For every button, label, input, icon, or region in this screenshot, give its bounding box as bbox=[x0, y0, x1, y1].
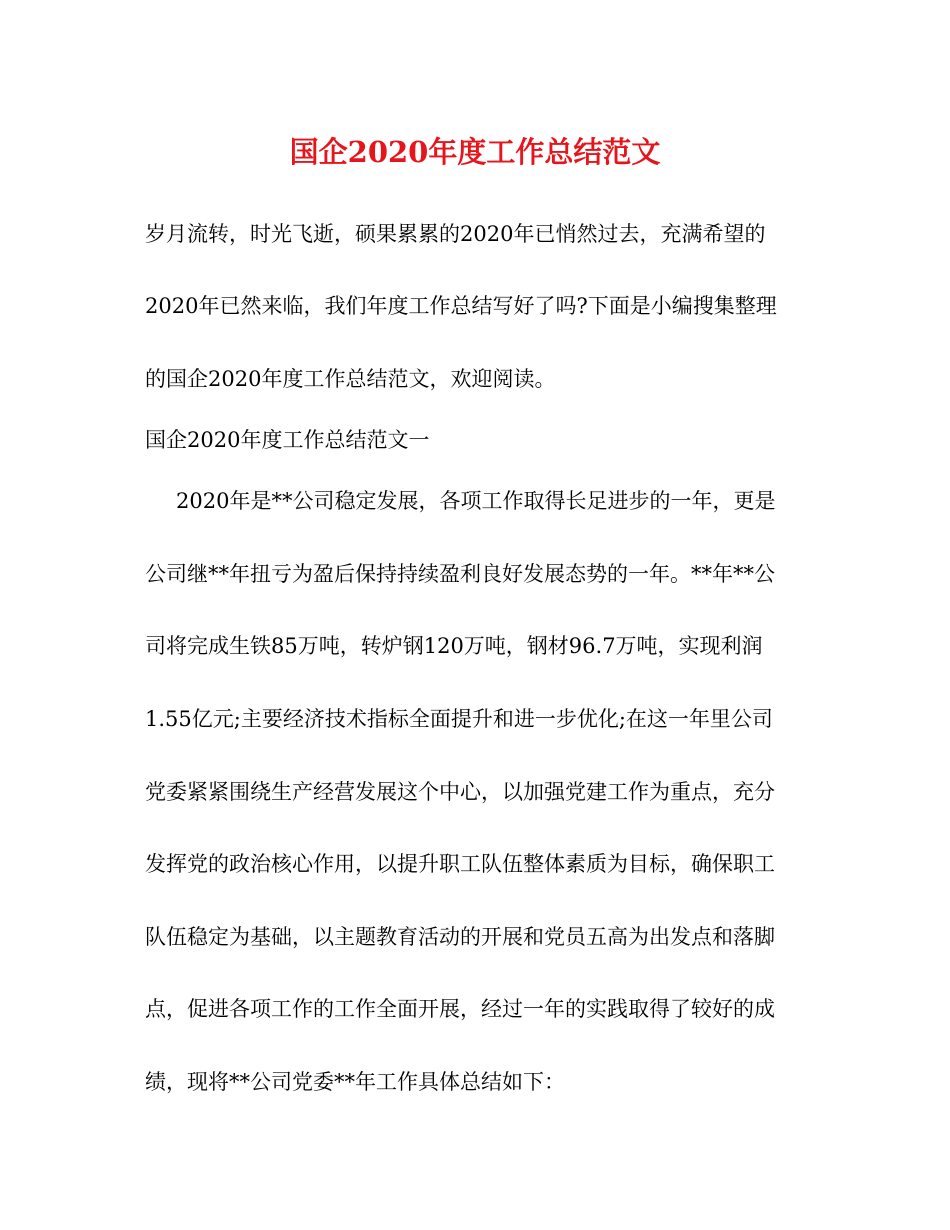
body-line-6: 发挥党的政治核心作用，以提升职工队伍整体素质为目标，确保职工 bbox=[145, 852, 775, 876]
intro-line-3: 的国企2020年度工作总结范文，欢迎阅读。 bbox=[145, 367, 556, 391]
document-title: 国企2020年度工作总结范文 bbox=[289, 135, 661, 169]
body-line-7: 队伍稳定为基础，以主题教育活动的开展和党员五高为出发点和落脚 bbox=[145, 925, 775, 949]
section-heading: 国企2020年度工作总结范文一 bbox=[145, 428, 430, 452]
intro-line-1: 岁月流转，时光飞逝，硕果累累的2020年已悄然过去，充满希望的 bbox=[145, 222, 766, 246]
body-line-3: 司将完成生铁85万吨，转炉钢120万吨，钢材96.7万吨，实现利润 bbox=[145, 634, 763, 658]
intro-line-2: 2020年已然来临，我们年度工作总结写好了吗?下面是小编搜集整理 bbox=[145, 294, 777, 318]
body-line-5: 党委紧紧围绕生产经营发展这个中心，以加强党建工作为重点，充分 bbox=[145, 780, 775, 804]
body-line-9: 绩，现将**公司党委**年工作具体总结如下： bbox=[145, 1070, 565, 1094]
body-line-8: 点，促进各项工作的工作全面开展，经过一年的实践取得了较好的成 bbox=[145, 997, 775, 1021]
body-line-2: 公司继**年扭亏为盈后保持持续盈利良好发展态势的一年。**年**公 bbox=[145, 562, 775, 586]
body-line-4: 1.55亿元;主要经济技术指标全面提升和进一步优化;在这一年里公司 bbox=[145, 707, 773, 731]
body-line-1: 2020年是**公司稳定发展，各项工作取得长足进步的一年，更是 bbox=[176, 489, 776, 513]
